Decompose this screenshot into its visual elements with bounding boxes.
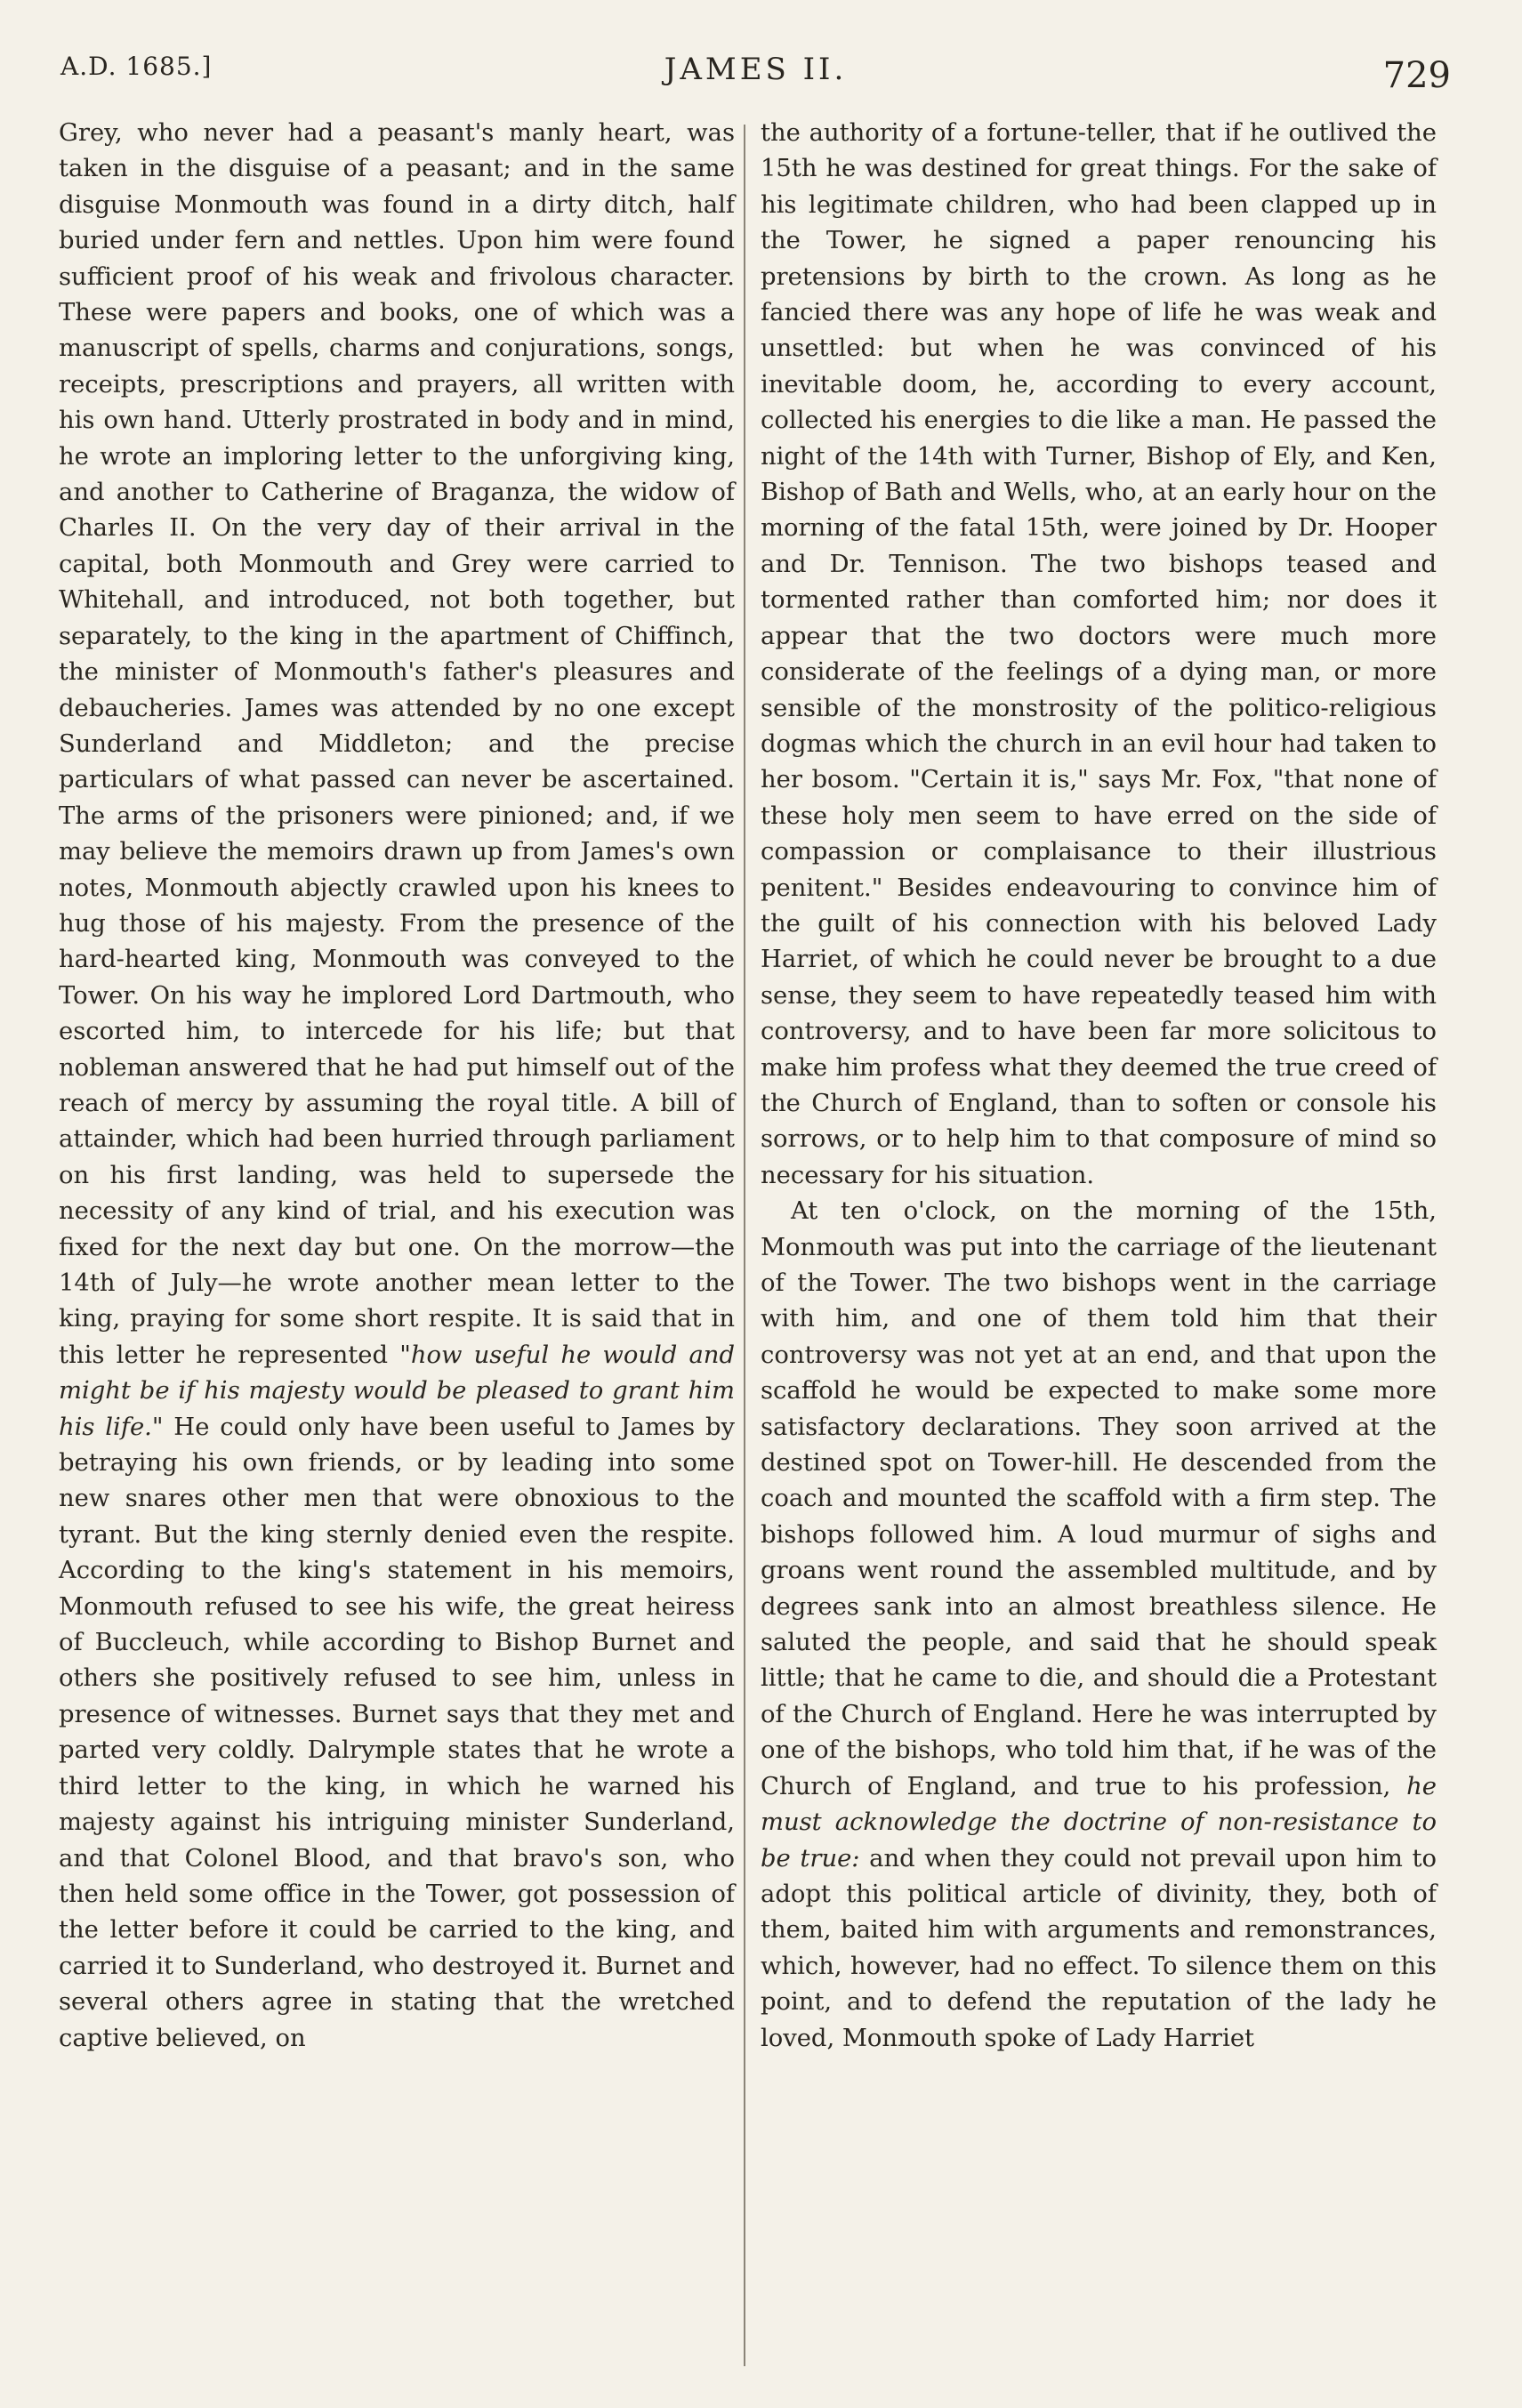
left-paragraph — [59, 116, 735, 2057]
right-column — [761, 116, 1437, 2057]
left-italic-quote: "how useful he would and might be if his majesty would be pleased to grant him his life." — [59, 1341, 735, 1441]
left-column — [59, 116, 735, 2057]
left-text-a: Grey, who never had a peasant's manly heart, was taken in the disguise of a peasant; and in the same disguise Monmouth was found in a dirty ditch, half buried under fern and nettles. Upon him were found sufficient proof of his weak and frivolous character. These were papers and books, one of which was a manuscript of spells, charms and conjurations, songs, receipts, prescriptions and prayers, all written with his own hand. Utterly prostrated in body and in mind, he wrote an imploring letter to the unforgiving king, and another to Catherine of Braganza, the widow of Charles II. On the very day of their arrival in the capital, both Monmouth and Grey were carried to Whitehall, and introduced, not both together, but separately, to the king in the apartment of Chiffinch, the minister of Monmouth's father's pleasures and debaucheries. James was attended by no one except Sunderland and Middleton; and the precise particulars of what passed can never be ascertained. The arms of the prisoners were pinioned; and, if we may believe the memoirs drawn up from James's own notes, Monmouth abjectly crawled upon his knees to hug those of his majesty. From the presence of the hard-hearted king, Monmouth was conveyed to the Tower. On his way he implored Lord Dartmouth, who escorted him, to intercede for his life; but that nobleman answered that he had put himself out of the reach of mercy by assuming the royal title. A bill of attainder, which had been hurried through parliament on his first landing, was held to supersede the necessity of any kind of trial, and his execution was fixed for the next day but one. On the morrow—the 14th of July—he wrote another mean letter to the king, praying for some short respite. It is said that in this letter he represented — [59, 119, 735, 1369]
right-paragraph-1: the authority of a fortune-teller, that if he outlived the 15th he was destined for great things. For the sake of his legitimate children, who had been clapped up in the Tower, he signed a paper renouncing his pretensions by birth to the crown. As long as he fancied there was any hope of life he was weak and unsettled: but when he was convinced of his inevitable doom, he, according to every account, collected his energies to die like a man. He passed the night of the 14th with Turner, Bishop of Ely, and Ken, Bishop of Bath and Wells, who, at an early hour on the morning of the fatal 15th, were joined by Dr. Hooper and Dr. Tennison. The two bishops teased and tormented rather than comforted him; nor does it appear that the two doctors were much more considerate of the feelings of a dying man, or more sensible of the monstrosity of the politico-religious dogmas which the church in an evil hour had taken to her bosom. "Certain it is," says Mr. Fox, "that none of these holy men seem to have erred on the side of compassion or complaisance to their illustrious penitent." Besides endeavouring to convince him of the guilt of his connection with his beloved Lady Harriet, of which he could never be brought to a due sense, they seem to have repeatedly teased him with controversy, and to have been far more solicitous to make him profess what they deemed the true creed of the Church of England, than to soften or console his sorrows, or to help him to that composure of mind so necessary for his situation. — [761, 119, 1437, 1189]
right-paragraph-2 — [761, 1194, 1437, 2057]
left-text-b: He could only have been useful to James by betraying his own friends, or by leading into some new snares other men that were obnoxious to the tyrant. But the king sternly denied even the respite. According to the king's statement in his memoirs, Monmouth refused to see his wife, the great heiress of Buccleuch, while according to Bishop Burnet and others she positively refused to see him, unless in presence of witnesses. Burnet says that they met and parted very coldly. Dalrymple states that he wrote a third letter to the king, in which he warned his majesty against his intriguing minister Sunderland, and that Colonel Blood, and that bravo's son, who then held some office in the Tower, got possession of the letter before it could be carried to the king, and carried it to Sunderland, who destroyed it. Burnet and several others agree in stating that the wretched captive believed, on — [59, 1413, 735, 2052]
right-text-b: and when they could not prevail upon him to adopt this political article of divinity, they, both of them, baited him with arguments and remonstrances, which, however, had no effect. To silence them on this point, and to defend the reputation of the lady he loved, Monmouth spoke of Lady Harriet — [761, 1844, 1437, 2052]
column-divider — [744, 125, 745, 2366]
running-header — [60, 44, 1451, 107]
right-italic-doctrine: he must acknowledge the doctrine of non-resistance to be true: — [761, 1772, 1437, 1872]
header-title: JAMES II. — [664, 52, 848, 87]
header-date: A.D. 1685.] — [60, 52, 213, 81]
right-text-a: At ten o'clock, on the morning of the 15th, Monmouth was put into the carriage of the lieutenant of the Tower. The two bishops went in the carriage with him, and one of them told him that their controversy was not yet at an end, and that upon the scaffold he would be expected to make some more satisfactory declarations. They soon arrived at the destined spot on Tower-hill. He descended from the coach and mounted the scaffold with a firm step. The bishops followed him. A loud murmur of sighs and groans went round the assembled multitude, and by degrees sank into an almost breathless silence. He saluted the people, and said that he should speak little; that he came to die, and should die a Protestant of the Church of England. Here he was interrupted by one of the bishops, who told him that, if he was of the Church of England, and true to his profession, — [761, 1197, 1437, 1800]
page-number: 729 — [1382, 55, 1451, 96]
